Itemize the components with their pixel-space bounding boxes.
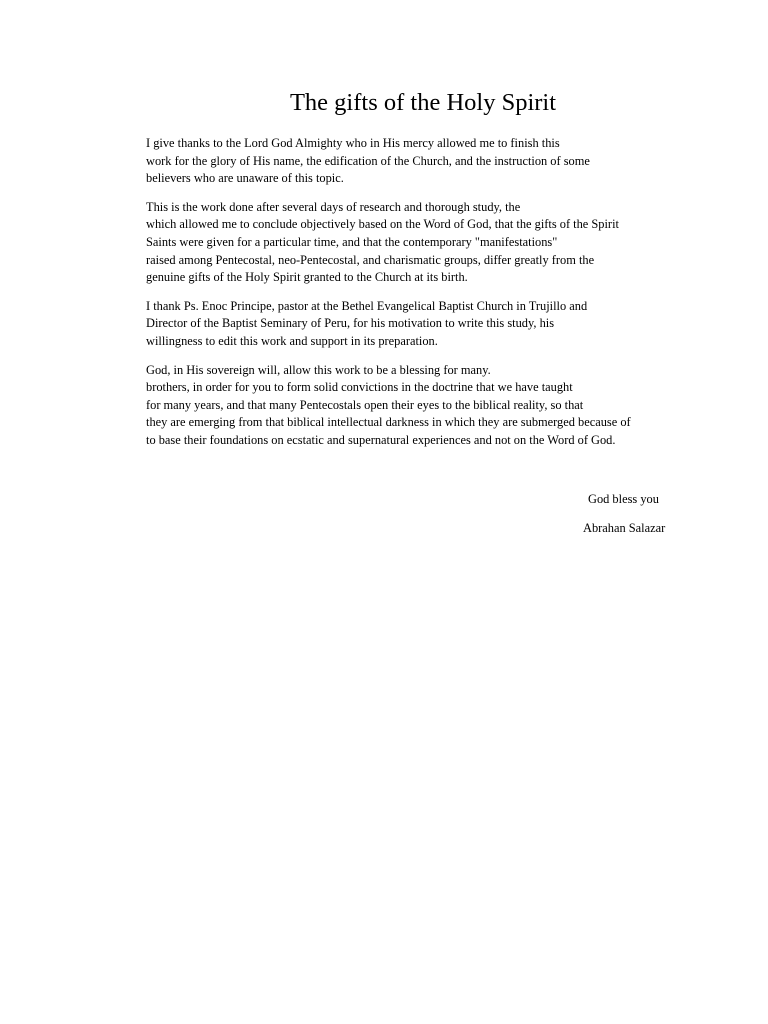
paragraph-blessing-wish: [146, 362, 706, 450]
paragraph-acknowledgement: [146, 298, 706, 351]
text-line: which allowed me to conclude objectively based on the Word of God, that the gifts of the Spirit: [146, 217, 619, 232]
text-line: God, in His sovereign will, allow this work to be a blessing for many.: [146, 362, 491, 377]
text-line: Saints were given for a particular time, and that the contemporary "manifestations": [146, 234, 558, 249]
text-line: for many years, and that many Pentecostals open their eyes to the biblical reality, so that: [146, 397, 584, 412]
text-line: they are emerging from that biblical intellectual darkness in which they are submerged because of: [146, 415, 631, 430]
text-line: raised among Pentecostal, neo-Pentecostal, and charismatic groups, differ greatly from the: [146, 252, 595, 267]
text-line: genuine gifts of the Holy Spirit granted to the Church at its birth.: [146, 270, 468, 285]
text-line: brothers, in order for you to form solid convictions in the doctrine that we have taught: [146, 380, 573, 395]
text-line: to base their foundations on ecstatic and supernatural experiences and not on the Word of God.: [146, 432, 616, 447]
text-line: I give thanks to the Lord God Almighty who in His mercy allowed me to finish this: [146, 136, 560, 150]
text-line: work for the glory of His name, the edification of the Church, and the instruction of some: [146, 153, 590, 168]
text-line: I thank Ps. Enoc Principe, pastor at the Bethel Evangelical Baptist Church in Trujillo and: [146, 298, 588, 313]
paragraph-research: [146, 199, 706, 287]
document-body: [146, 135, 706, 461]
text-line: willingness to edit this work and support in its preparation.: [146, 333, 438, 348]
closing-line: God bless you: [588, 492, 659, 506]
text-line: believers who are unaware of this topic.: [146, 171, 344, 186]
text-line: This is the work done after several days of research and thorough study, the: [146, 199, 521, 214]
paragraph-thanks: [146, 135, 706, 188]
text-line: Director of the Baptist Seminary of Peru, for his motivation to write this study, his: [146, 316, 555, 331]
author-signature: Abrahan Salazar: [583, 521, 666, 535]
document-title: The gifts of the Holy Spirit: [289, 89, 557, 116]
